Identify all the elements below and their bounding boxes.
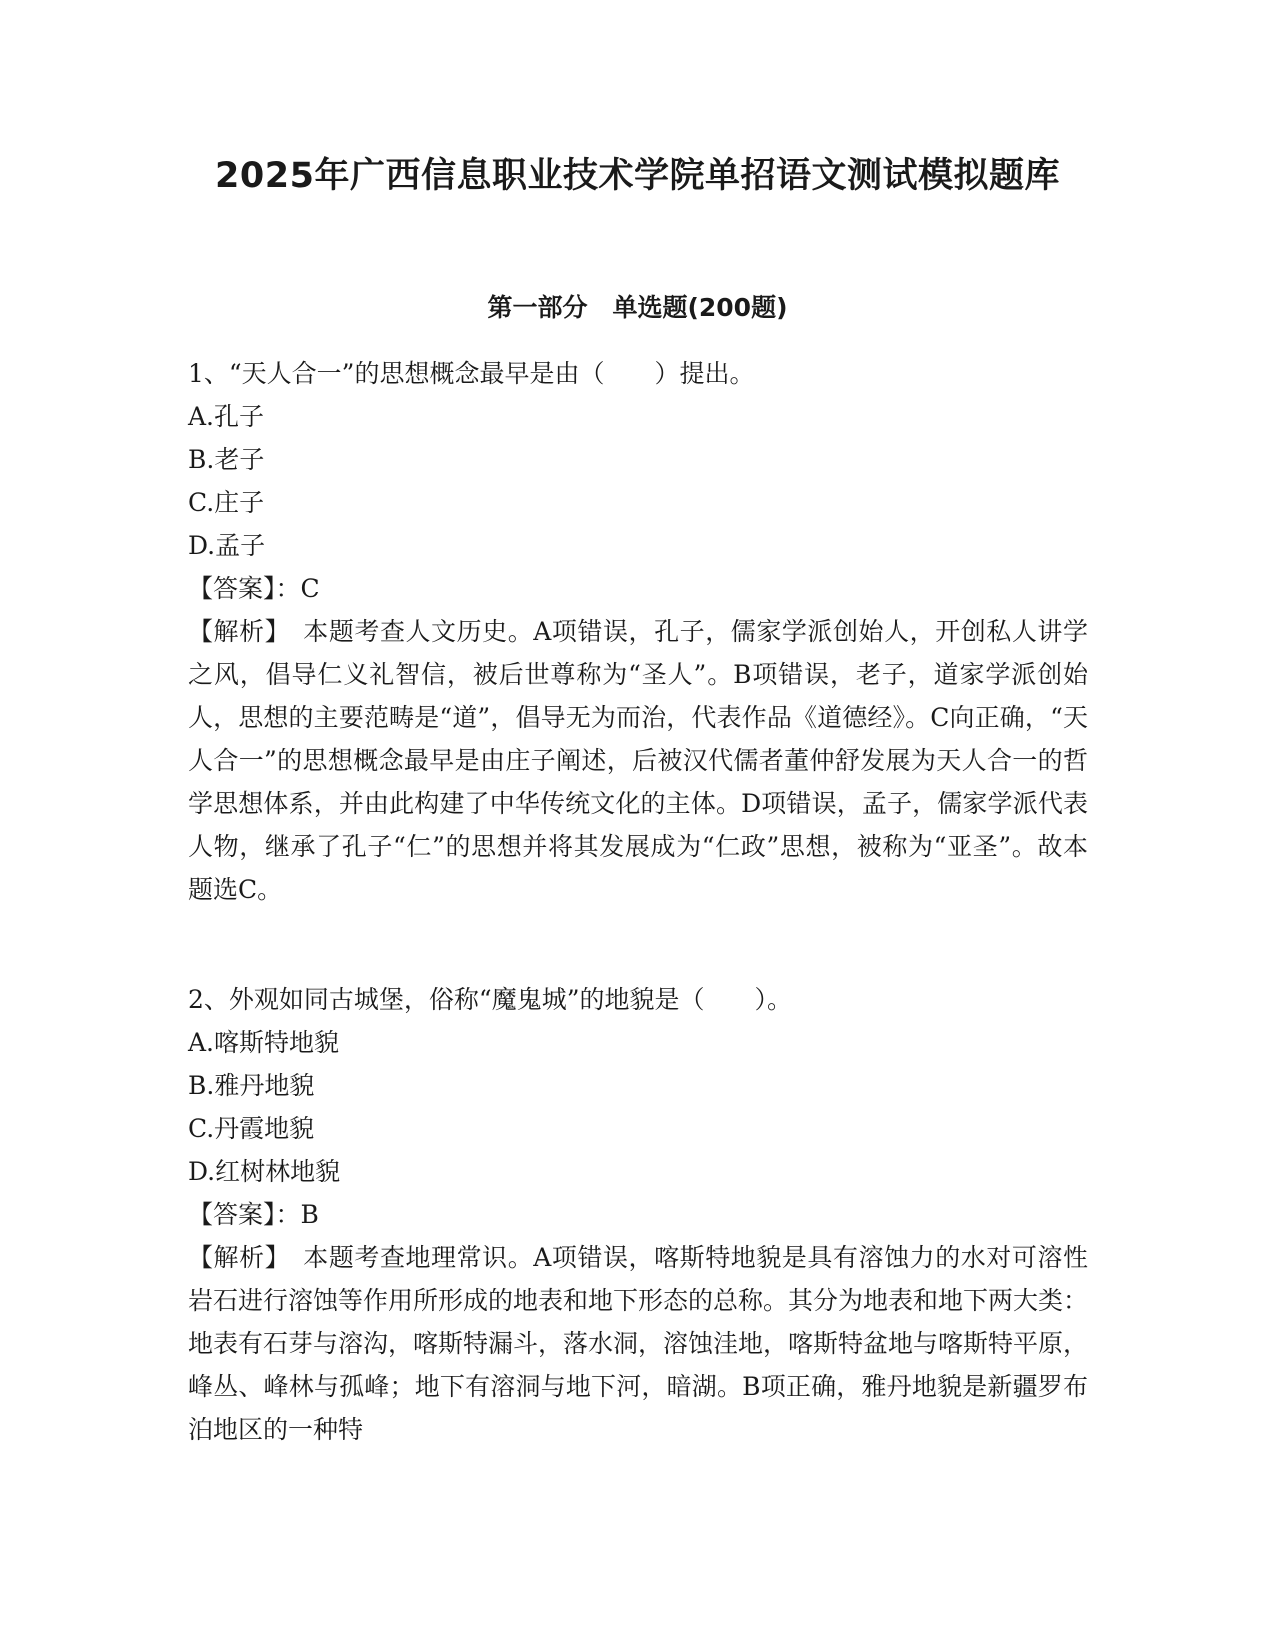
- option-b: B.雅丹地貌: [188, 1071, 315, 1100]
- explanation-text: 本题考查人文历史。A项错误，孔子，儒家学派创始人，开创私人讲学之风，倡导仁义礼智信，被后世尊称为“圣人”。B项错误，老子，道家学派创始人，思想的主要范畴是“道”，倡导无为而治，代表作品《道德经》。C向正确，“天人合一”的思想概念最早是由庄子阐述，后被汉代儒者董仲舒发展为天人合一的哲学思想体系，并由此构建了中华传统文化的主体。D项错误，孟子，儒家学派代表人物，继承了孔子“仁”的思想并将其发展成为“仁政”思想，被称为“亚圣”。故本题选C。: [188, 617, 1088, 904]
- question-stem: 2、外观如同古城堡，俗称“魔鬼城”的地貌是（ ）。: [188, 985, 792, 1014]
- question-2: [188, 978, 1088, 1451]
- option-c: C.丹霞地貌: [188, 1114, 315, 1143]
- answer-value: C: [300, 574, 320, 603]
- explanation-text: 本题考查地理常识。A项错误，喀斯特地貌是具有溶蚀力的水对可溶性岩石进行溶蚀等作用所形成的地表和地下形态的总称。其分为地表和地下两大类：地表有石芽与溶沟，喀斯特漏斗，落水洞，溶蚀洼地，喀斯特盆地与喀斯特平原，峰丛、峰林与孤峰；地下有溶洞与地下河，暗湖。B项正确，雅丹地貌是新疆罗布泊地区的一种特: [188, 1243, 1088, 1444]
- question-stem: 1、“天人合一”的思想概念最早是由（ ）提出。: [188, 359, 755, 388]
- answer-line: [188, 567, 1088, 610]
- option-a: A.孔子: [188, 402, 265, 431]
- question-1: [188, 352, 1088, 911]
- option-a: A.喀斯特地貌: [188, 1028, 340, 1057]
- answer-line: [188, 1193, 1088, 1236]
- explanation-label: 【解析】: [188, 1243, 278, 1272]
- explanation: [188, 610, 1088, 911]
- document-title: 2025年广西信息职业技术学院单招语文测试模拟题库: [215, 156, 1060, 196]
- answer-label: 【答案】：: [188, 574, 301, 603]
- option-d: D.红树林地貌: [188, 1157, 341, 1186]
- section-title: 第一部分 单选题(200题): [487, 293, 788, 322]
- answer-label: 【答案】：: [188, 1200, 301, 1229]
- option-c: C.庄子: [188, 488, 265, 517]
- option-d: D.孟子: [188, 531, 266, 560]
- answer-value: B: [300, 1200, 319, 1229]
- option-b: B.老子: [188, 445, 265, 474]
- explanation-label: 【解析】: [188, 617, 278, 646]
- explanation: [188, 1236, 1088, 1451]
